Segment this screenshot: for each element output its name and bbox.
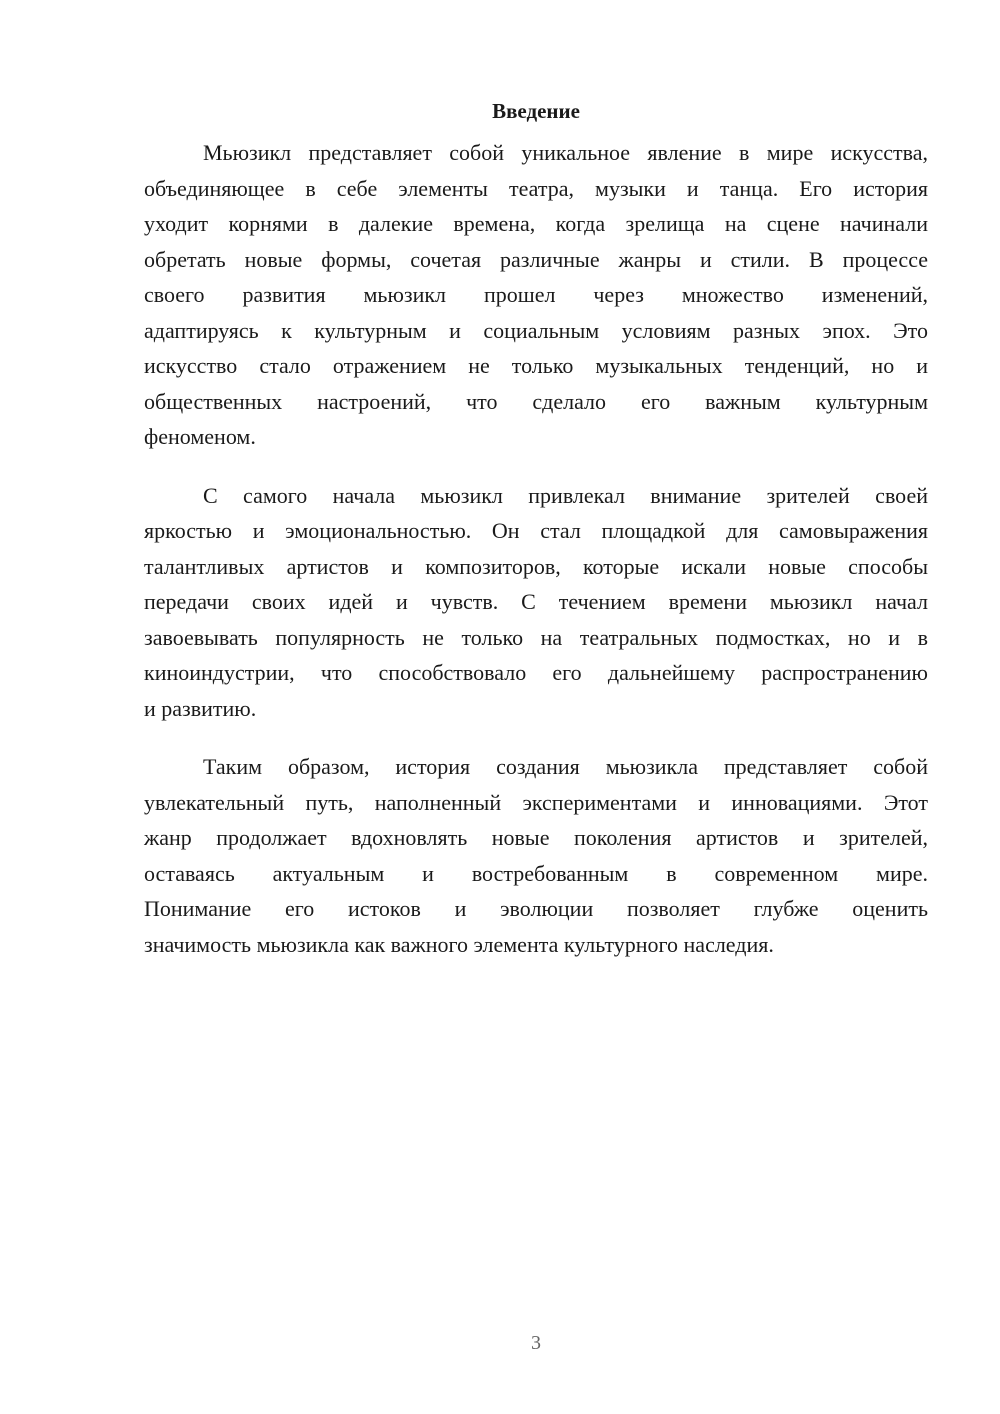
text-line: талантливых артистов и композиторов, которые искали новые способы (144, 553, 928, 579)
paragraph-3 (144, 749, 928, 962)
document-body (144, 93, 928, 985)
text-line: уходит корнями в далекие времена, когда зрелища на сцене начинали (144, 211, 928, 236)
text-line: общественных настроений, что сделало его важным культурным (144, 388, 928, 414)
text-line: и развитию. (144, 695, 257, 721)
text-line: значимость мьюзикла как важного элемента культурного наследия. (144, 931, 774, 957)
text-line: С самого начала мьюзикл привлекал внимание зрителей своей (203, 482, 928, 508)
text-line: своего развития мьюзикл прошел через множество изменений, (144, 282, 928, 307)
text-line: Мьюзикл представляет собой уникальное явление в мире искусства, (203, 140, 928, 165)
paragraph-1 (144, 135, 928, 455)
text-line: завоевывать популярность не только на театральных подмостках, но и в (144, 624, 928, 650)
text-line: обретать новые формы, сочетая различные жанры и стили. В процессе (144, 246, 928, 272)
text-line: жанр продолжает вдохновлять новые поколения артистов и зрителей, (144, 825, 928, 850)
paragraph-2 (144, 478, 928, 727)
text-line: передачи своих идей и чувств. С течением времени мьюзикл начал (144, 589, 928, 614)
text-line: Понимание его истоков и эволюции позволяет глубже оценить (144, 896, 928, 921)
text-line: феноменом. (144, 424, 256, 449)
text-line: объединяющее в себе элементы театра, музыки и танца. Его история (144, 175, 928, 201)
text-line: искусство стало отражением не только музыкальных тенденций, но и (144, 353, 928, 378)
text-line: адаптируясь к культурным и социальным условиям разных эпох. Это (144, 317, 928, 343)
text-line: Таким образом, история создания мьюзикла представляет собой (203, 754, 928, 779)
section-heading: Введение (492, 99, 580, 123)
page-number: 3 (531, 1332, 541, 1354)
text-line: оставаясь актуальным и востребованным в современном мире. (144, 860, 928, 886)
text-line: яркостью и эмоциональностью. Он стал площадкой для самовыражения (144, 518, 928, 543)
text-line: киноиндустрии, что способствовало его дальнейшему распространению (144, 660, 928, 685)
text-line: увлекательный путь, наполненный экспериментами и инновациями. Этот (144, 789, 928, 815)
